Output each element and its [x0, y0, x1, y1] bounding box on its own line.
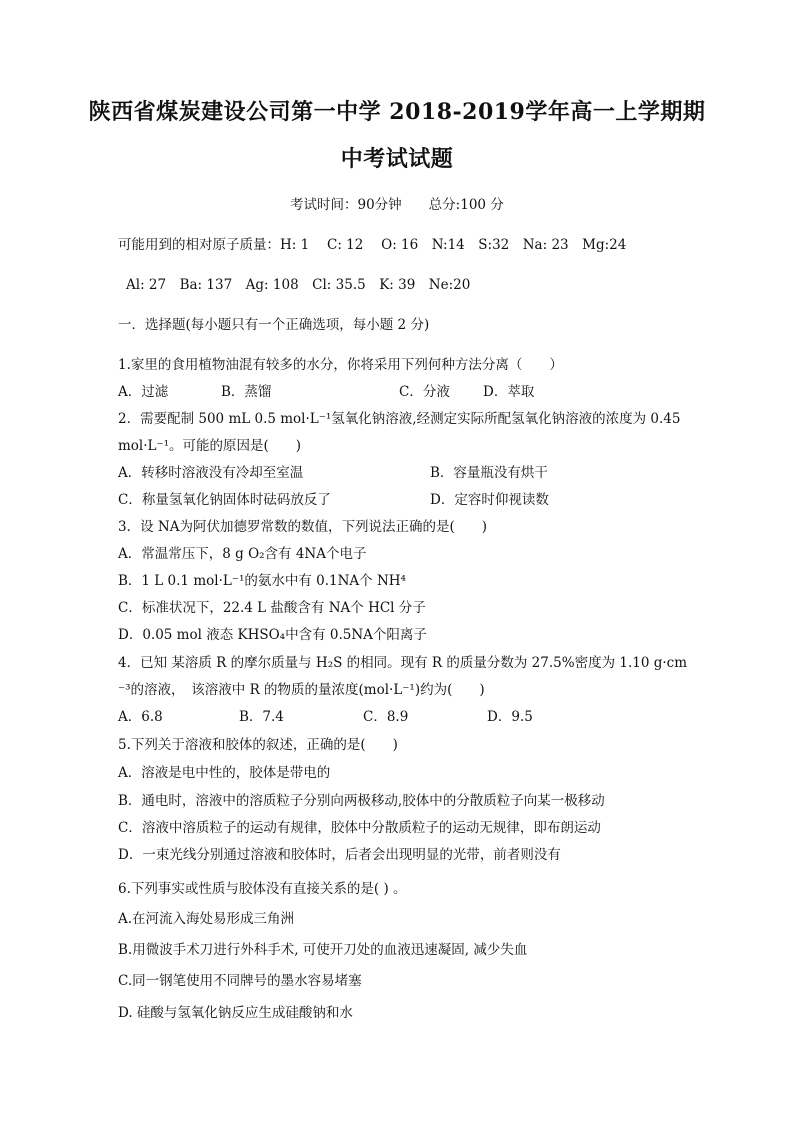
question-1-option-c: C．分液	[399, 384, 450, 400]
question-3-option-b: B．1 L 0.1 mol·L⁻¹的氨水中有 0.1NA个 NH⁴	[118, 573, 406, 589]
question-6-stem: 6.下列事实或性质与胶体没有直接关系的是( ) 。	[118, 881, 407, 897]
question-4-option-c: C．8.9	[363, 709, 409, 725]
exam-info: 考试时间：90分钟 总分:100 分	[290, 197, 504, 213]
exam-title-line2: 中考试试题	[340, 146, 454, 172]
question-4-stem-line1: 4．已知 某溶质 R 的摩尔质量与 H₂S 的相同。现有 R 的质量分数为 27.5%密度为 1.10 g·cm	[118, 655, 688, 671]
question-3-option-a: A．常温常压下，8 g O₂含有 4NA个电子	[118, 546, 367, 562]
question-5-option-c: C．溶液中溶质粒子的运动有规律，胶体中分散质粒子的运动无规律，即布朗运动	[118, 820, 601, 836]
question-2-stem-line2: mol·L⁻¹。可能的原因是( )	[118, 438, 302, 454]
question-2-option-d: D．定容时仰视读数	[430, 492, 549, 508]
atomic-masses-line1: 可能用到的相对原子质量：H: 1 C: 12 O: 16 N:14 S:32 Na: 23 Mg:24	[118, 237, 627, 253]
question-6-option-c: C.同一钢笔使用不同牌号的墨水容易堵塞	[118, 973, 362, 989]
question-4-option-d: D．9.5	[487, 709, 533, 725]
question-3-option-c: C．标准状况下，22.4 L 盐酸含有 NA个 HCl 分子	[118, 600, 426, 616]
exam-title-line1: 陕西省煤炭建设公司第一中学 2018-2019学年高一上学期期	[88, 99, 706, 125]
question-1-option-a: A．过滤	[118, 384, 169, 400]
question-2-options-row2	[118, 488, 549, 508]
question-4-stem-line2: ⁻³的溶液， 该溶液中 R 的物质的量浓度(mol·L⁻¹)约为( )	[118, 682, 485, 698]
question-5-option-b: B．通电时，溶液中的溶质粒子分别向两极移动,胶体中的分散质粒子向某一极移动	[118, 793, 605, 809]
question-2-option-c: C．称量氢氧化钠固体时砝码放反了	[118, 492, 331, 508]
question-5-stem: 5.下列关于溶液和胶体的叙述，正确的是( )	[118, 737, 398, 753]
question-2-option-a: A．转移时溶液没有冷却至室温	[118, 465, 304, 481]
question-1-option-b: B．蒸馏	[221, 384, 272, 400]
question-4-option-a: A．6.8	[118, 709, 163, 725]
section-heading: 一．选择题(每小题只有一个正确选项，每小题 2 分)	[118, 317, 430, 333]
question-4-option-b: B．7.4	[239, 709, 284, 725]
question-6-option-b: B.用微波手术刀进行外科手术, 可使开刀处的血液迅速凝固, 减少失血	[118, 942, 528, 958]
question-6-option-a: A.在河流入海处易形成三角洲	[118, 911, 295, 927]
question-1-options	[118, 380, 534, 400]
question-2-stem-line1: 2．需要配制 500 mL 0.5 mol·L⁻¹氢氧化钠溶液,经测定实际所配氢氧化钠溶液的浓度为 0.45	[118, 411, 681, 427]
question-1-stem: 1.家里的食用植物油混有较多的水分，你将采用下列何种方法分离（ ）	[118, 357, 563, 373]
question-2-option-b: B．容量瓶没有烘干	[430, 465, 548, 481]
question-4-options	[118, 705, 533, 725]
question-2-options-row1	[118, 461, 548, 481]
question-3-option-d: D．0.05 mol 液态 KHSO₄中含有 0.5NA个阳离子	[118, 627, 427, 643]
question-1-option-d: D．萃取	[483, 384, 535, 400]
atomic-masses-line2: Al: 27 Ba: 137 Ag: 108 Cl: 35.5 K: 39 Ne:20	[126, 277, 471, 293]
question-6-option-d: D. 硅酸与氢氧化钠反应生成硅酸钠和水	[118, 1005, 353, 1021]
question-5-option-a: A．溶液是电中性的，胶体是带电的	[118, 765, 331, 781]
question-3-stem: 3．设 NA为阿伏加德罗常数的数值，下列说法正确的是( )	[118, 519, 487, 535]
question-5-option-d: D．一束光线分别通过溶液和胶体时，后者会出现明显的光带，前者则没有	[118, 847, 561, 863]
